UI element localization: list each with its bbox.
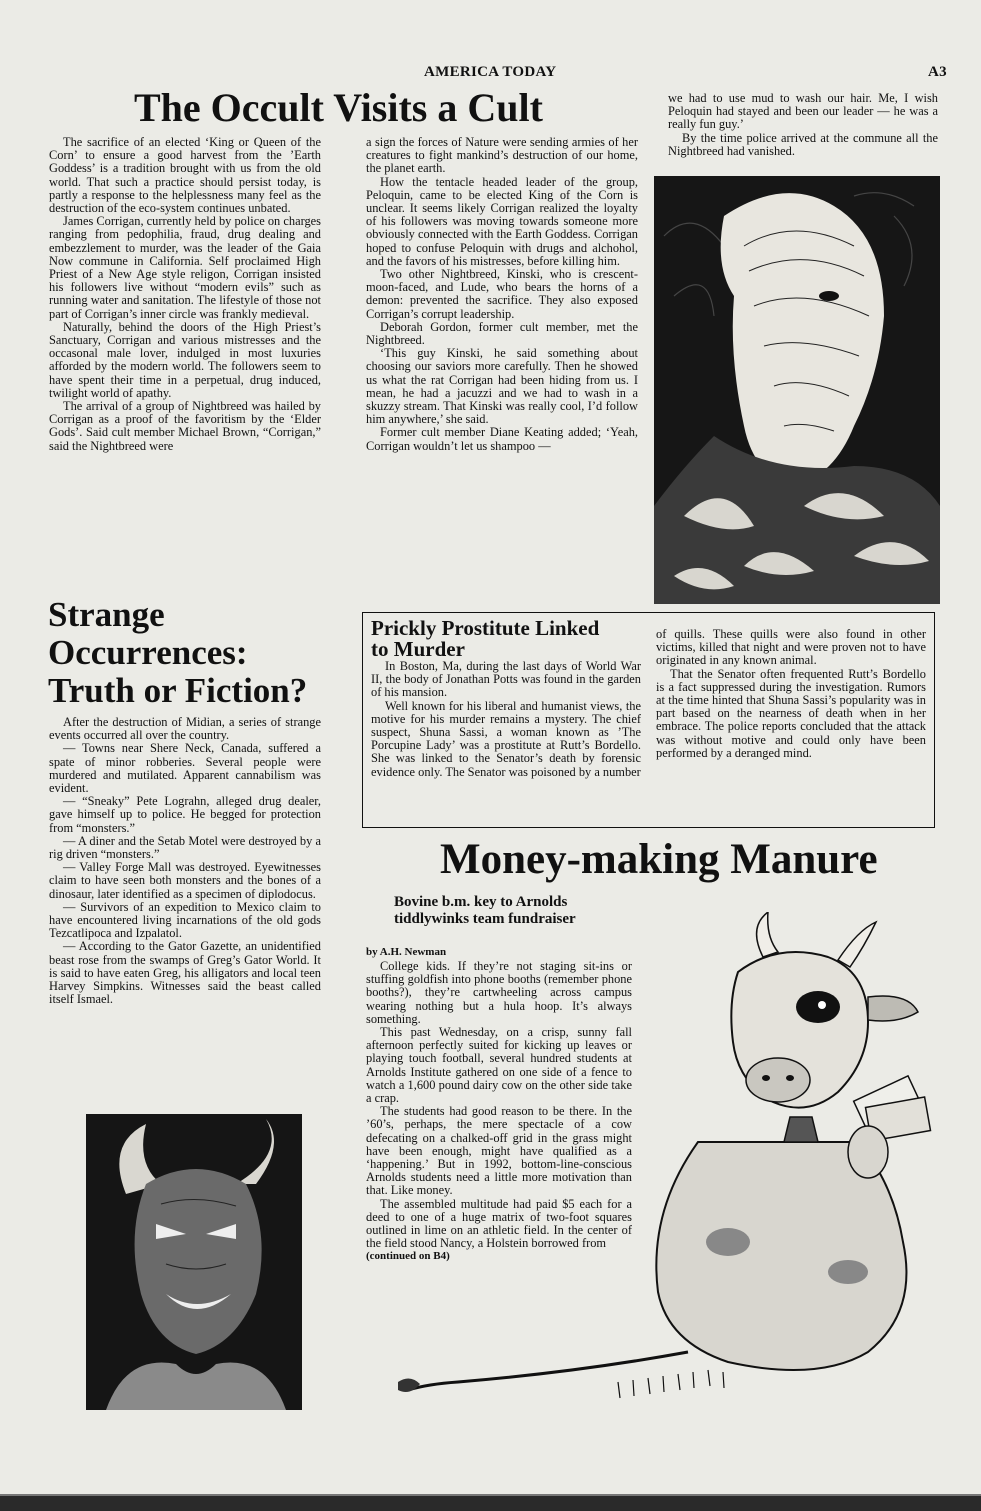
manure-byline: by A.H. Newman (366, 946, 447, 958)
strange-headline-line: Strange (48, 595, 165, 634)
cult-column-1 (49, 136, 321, 453)
cult-paragraph: Former cult member Diane Keating added; ‘Yeah, Corrigan wouldn’t let us shampoo — (366, 425, 638, 453)
strange-headline (48, 596, 307, 710)
manure-headline: Money-making Manure (440, 836, 878, 883)
strange-paragraph: — “Sneaky” Pete Lograhn, alleged drug dealer, gave himself up to police. He begged for protection from “monsters.” (49, 794, 321, 835)
cult-paragraph: Two other Nightbreed, Kinski, who is crescent-moon-faced, and Lude, who bears the horns of a demon: prevented the sacrifice. They also exposed Corrigan’s corrupt leadership. (366, 267, 638, 321)
publication-name: AMERICA TODAY (424, 64, 557, 80)
strange-paragraph: — Towns near Shere Neck, Canada, suffered a spate of minor robberies. Several people were murdered and mutilated. Apparent cannabilism was evident. (49, 741, 321, 796)
peloquin-illustration (654, 176, 940, 604)
cult-paragraph: we had to use mud to wash our hair. Me, I wish Peloquin had stayed and been our leader — he was a really fun guy.’ (668, 91, 938, 132)
strange-paragraph: — Survivors of an expedition to Mexico claim to have encountered living incarnations of the old gods Tezcatlipoca and Izpalatol. (49, 899, 321, 941)
manure-paragraph: College kids. If they’re not staging sit-ins or stuffing goldfish into phone booths (remember phone booths?), they’re cartwheeling across campus wearing nothing but a hula hoop. It’s always something. (366, 959, 632, 1026)
cult-column-3 (668, 92, 938, 158)
cult-column-2 (366, 136, 638, 453)
cult-paragraph: Deborah Gordon, former cult member, met the Nightbreed. (366, 319, 638, 348)
cult-paragraph: James Corrigan, currently held by police on charges ranging from pedophilia, fraud, drug dealing and embezzlement to murder, was the leader of the Gaia Now commune in California. Self proclaimed High Priest of a New Age style religon, Corrigan insisted his followers live without “modern evils” such as running water and sanitation. The lifestyle of those not part of Corrigan’s inner circle was frankly medieval. (49, 214, 321, 321)
strange-paragraph: — A diner and the Setab Motel were destroyed by a rig driven “monsters.” (49, 833, 321, 862)
strange-paragraph: — According to the Gator Gazette, an unidentified beast rose from the swamps of Greg’s Gator World. It is said to have eaten Greg, his alligators and local teen Harvey Simpkins. Witnesses said the beast called itself Ismael. (49, 939, 321, 1007)
prickly-paragraph: In Boston, Ma, during the last days of World War II, the body of Jonathan Potts was found in the garden of his mansion. (371, 659, 641, 700)
cow-illustration (398, 912, 944, 1410)
continued-note: (continued on B4) (366, 1250, 450, 1263)
manure-paragraph: The students had good reason to be there. In the ’60’s, perhaps, the mere spectacle of a cow defecating on a chalked-off grid in the grass might have been enough, might have qualified as a ‘happening.’ But in 1992, bottom-line-conscious Arnolds students need a little more motivation than that. Like money. (366, 1104, 632, 1198)
manure-subhead-line: Bovine b.m. key to Arnolds (394, 894, 568, 910)
cult-paragraph: How the tentacle headed leader of the group, Peloquin, came to be elected King of the Corn is unclear. It seems likely Corrigan realized the loyalty of his followers was moving towards someone more obviously connected with the Earth Goddess. Corrigan hoped to confuse Peloquin with drugs and alchohol, and the favors of his mistresses, before killing him. (366, 174, 638, 268)
strange-paragraph: After the destruction of Midian, a series of strange events occurred all over the country. (49, 715, 321, 743)
manure-paragraph: This past Wednesday, on a crisp, sunny fall afternoon perfectly suited for kicking up leaves or playing touch football, several hundred students at Arnolds Institute gathered on one side of a fence to watch a 1,600 pound dairy cow on the other side take a crap. (366, 1025, 632, 1106)
strange-column (49, 716, 321, 1006)
manure-subhead-line: tiddlywinks team fundraiser (394, 911, 576, 927)
cult-paragraph: The arrival of a group of Nightbreed was hailed by Corrigan as a proof of the favoritism by the ‘Elder Gods’. Said cult member Michael Brown, “Corrigan,” said the Nightbreed were (49, 399, 321, 453)
prickly-column-1 (371, 660, 641, 779)
cult-paragraph: By the time police arrived at the commune all the Nightbreed had vanished. (668, 130, 938, 158)
page-number: A3 (928, 64, 947, 80)
cult-paragraph: The sacrifice of an elected ‘King or Queen of the Corn’ to ensure a good harvest from the ’Earth Goddess’ is a tradition brought with us from the old world. That such a practice should persist today, is partly a response to the helplessness many feel as the destruction of the eco-system continues unbated. (49, 135, 321, 216)
prickly-paragraph: That the Senator often frequented Rutt’s Bordello is a fact suppressed during the investigation. Rumors at the time hinted that Shuna Sassi’s popularity was in part based on the nearness of death when in her embrace. The police reports concluded that the attack was without motive and could only have been performed by a deranged mind. (656, 666, 926, 760)
prickly-paragraph: Well known for his liberal and humanist views, the motive for his murder remains a mystery. The chief suspect, Shuna Sassi, a woman known as ’The Porcupine Lady’ was a prostitute at Rutt’s Bordello. She was linked to the Senator’s death by forensic evidence only. The Senator was poisoned by a number (371, 698, 641, 779)
page-edge (0, 1494, 981, 1496)
prickly-headline-line: Prickly Prostitute Linked (371, 616, 600, 640)
demon-illustration (86, 1114, 302, 1410)
strange-headline-line: Truth or Fiction? (48, 671, 308, 710)
prickly-column-2 (656, 628, 926, 760)
cult-paragraph: a sign the forces of Nature were sending armies of her creatures to fight mankind’s destruction of our home, the planet earth. (366, 135, 638, 176)
strange-headline-line: Occurrences: (48, 633, 248, 672)
manure-paragraph: The assembled multitude had paid $5 each for a deed to one of a huge matrix of two-foot squares outlined in lime on an athletic field. In the center of the field stood Nancy, a Holstein borrowed from (366, 1196, 632, 1251)
strange-paragraph: — Valley Forge Mall was destroyed. Eyewitnesses claim to have seen both monsters and the bones of a dinosaur, later identified as a specimen of diplodocus. (49, 860, 321, 901)
cult-headline: The Occult Visits a Cult (134, 85, 543, 130)
cult-paragraph: Naturally, behind the doors of the High Priest’s Sanctuary, Corrigan and various mistresses and the occasonal male lover, indulged in most luxuries afforded by the modern world. The followers seem to have spent their time in a perpetual, drug induced, twilight world of apathy. (49, 319, 321, 400)
prickly-paragraph: of quills. These quills were also found in other victims, killed that night and were proven not to have originated in any known animal. (656, 627, 926, 668)
prickly-headline-line: to Murder (371, 637, 465, 661)
prickly-headline (371, 618, 599, 660)
cult-paragraph: ‘This guy Kinski, he said something about choosing our saviors more carefully. Then he showed us what the rat Corrigan had been hiding from us. I mean, he had a jacuzzi and we had to wash in a skuzzy stream. That Kinski was really cool, I’d follow him anywhere,’ she said. (366, 346, 638, 427)
